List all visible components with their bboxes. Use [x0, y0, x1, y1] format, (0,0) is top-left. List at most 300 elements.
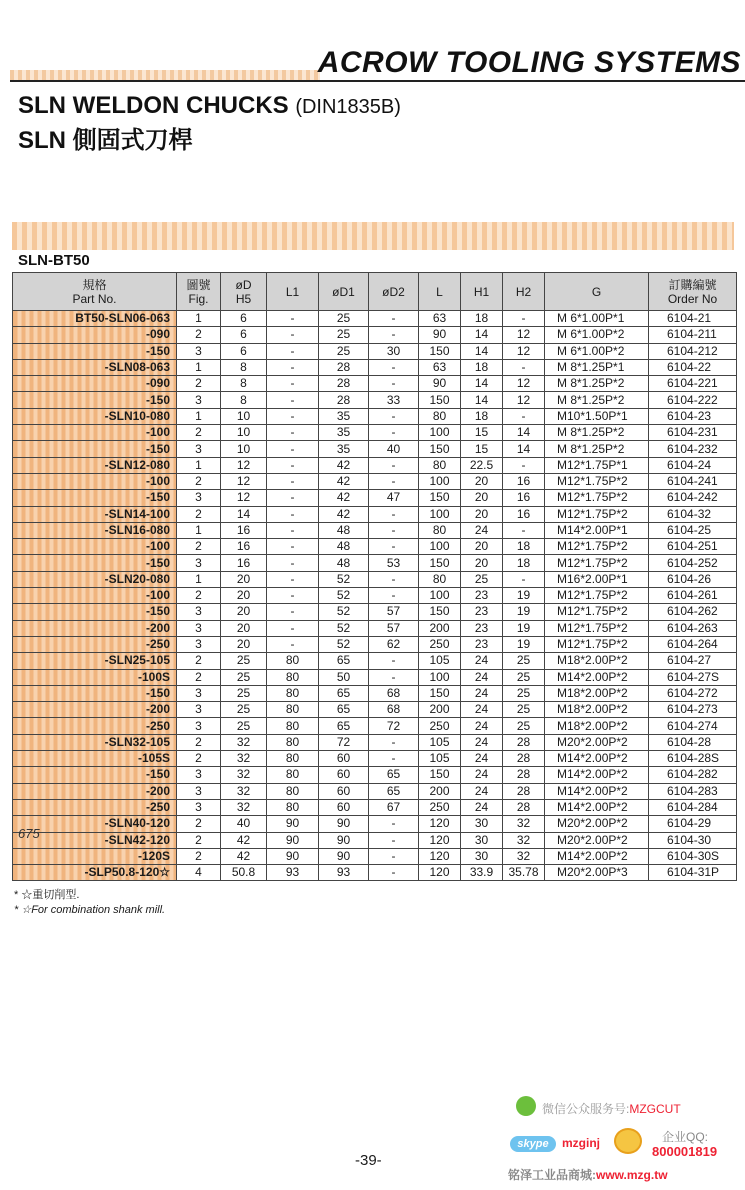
table-cell: M14*2.00P*2	[545, 767, 649, 783]
table-row	[13, 734, 737, 750]
table-cell: 24	[461, 522, 503, 538]
table-cell: 2	[177, 376, 221, 392]
table-cell: 150	[419, 343, 461, 359]
table-cell: 22.5	[461, 457, 503, 473]
table-cell: -	[267, 343, 319, 359]
table-cell: 14	[503, 425, 545, 441]
table-cell: -	[267, 490, 319, 506]
table-cell: 2	[177, 425, 221, 441]
table-cell: 18	[503, 539, 545, 555]
table-row	[13, 506, 737, 522]
table-cell: 67	[369, 799, 419, 815]
table-cell: -	[267, 359, 319, 375]
table-cell: 52	[319, 604, 369, 620]
shop-url[interactable]: www.mzg.tw	[596, 1168, 668, 1182]
column-header	[461, 273, 503, 311]
order-number-cell: 6104-24	[649, 457, 737, 473]
table-cell: -	[369, 506, 419, 522]
table-cell: 80	[267, 669, 319, 685]
table-cell: 100	[419, 425, 461, 441]
table-cell: 25	[461, 571, 503, 587]
table-cell: 150	[419, 441, 461, 457]
table-cell: 60	[319, 783, 369, 799]
table-cell: 100	[419, 473, 461, 489]
table-cell: -	[369, 832, 419, 848]
order-number-cell: 6104-28	[649, 734, 737, 750]
table-cell: M 6*1.00P*2	[545, 327, 649, 343]
table-cell: M18*2.00P*2	[545, 685, 649, 701]
order-number-cell: 6104-264	[649, 636, 737, 652]
table-cell: 80	[419, 457, 461, 473]
order-number-cell: 6104-28S	[649, 751, 737, 767]
skype-id: mzginj	[562, 1136, 600, 1150]
table-cell: 20	[461, 506, 503, 522]
order-number-cell: 6104-263	[649, 620, 737, 636]
table-cell: 48	[319, 539, 369, 555]
order-number-cell: 6104-31P	[649, 865, 737, 881]
table-cell: 20	[461, 490, 503, 506]
table-cell: 25	[319, 327, 369, 343]
table-cell: 25	[221, 702, 267, 718]
table-cell: 80	[267, 718, 319, 734]
table-cell: 93	[319, 865, 369, 881]
table-cell: -	[267, 473, 319, 489]
table-cell: 2	[177, 734, 221, 750]
table-cell: 33.9	[461, 865, 503, 881]
table-cell: M14*2.00P*2	[545, 783, 649, 799]
table-cell: -	[369, 653, 419, 669]
table-cell: M12*1.75P*2	[545, 473, 649, 489]
table-cell: 20	[461, 539, 503, 555]
table-row	[13, 653, 737, 669]
table-row	[13, 327, 737, 343]
column-header	[649, 273, 737, 311]
table-cell: 80	[267, 767, 319, 783]
table-cell: 25	[221, 653, 267, 669]
table-cell: -	[267, 425, 319, 441]
part-number-cell: -SLN25-105	[13, 653, 177, 669]
part-number-cell: -SLP50.8-120☆	[13, 865, 177, 881]
table-cell: 200	[419, 783, 461, 799]
table-cell: 2	[177, 832, 221, 848]
table-cell: 32	[503, 832, 545, 848]
table-cell: 24	[461, 767, 503, 783]
table-cell: 120	[419, 865, 461, 881]
table-cell: 100	[419, 506, 461, 522]
table-cell: 16	[221, 522, 267, 538]
table-cell: 32	[221, 751, 267, 767]
table-cell: 23	[461, 604, 503, 620]
column-header	[503, 273, 545, 311]
table-cell: -	[369, 327, 419, 343]
table-cell: 20	[221, 604, 267, 620]
column-header-line: 規格	[82, 277, 107, 292]
table-cell: M12*1.75P*1	[545, 457, 649, 473]
table-cell: 68	[369, 685, 419, 701]
order-number-cell: 6104-27S	[649, 669, 737, 685]
table-cell: -	[267, 311, 319, 327]
table-cell: 80	[267, 783, 319, 799]
table-cell: -	[369, 539, 419, 555]
table-cell: 3	[177, 702, 221, 718]
table-cell: 35.78	[503, 865, 545, 881]
table-cell: -	[267, 636, 319, 652]
order-number-cell: 6104-212	[649, 343, 737, 359]
part-number-cell: -SLN12-080	[13, 457, 177, 473]
table-row	[13, 571, 737, 587]
table-cell: 32	[503, 816, 545, 832]
table-cell: M 6*1.00P*2	[545, 343, 649, 359]
table-cell: M20*2.00P*2	[545, 816, 649, 832]
table-cell: 150	[419, 392, 461, 408]
order-number-cell: 6104-251	[649, 539, 737, 555]
table-cell: 120	[419, 832, 461, 848]
table-cell: 90	[267, 816, 319, 832]
order-number-cell: 6104-272	[649, 685, 737, 701]
table-cell: 60	[319, 799, 369, 815]
table-cell: 24	[461, 685, 503, 701]
table-row	[13, 376, 737, 392]
table-cell: 250	[419, 799, 461, 815]
table-cell: 57	[369, 620, 419, 636]
wechat-id: MZGCUT	[629, 1102, 681, 1116]
table-row	[13, 783, 737, 799]
table-row	[13, 767, 737, 783]
table-cell: 8	[221, 376, 267, 392]
table-cell: 60	[319, 767, 369, 783]
table-cell: 3	[177, 718, 221, 734]
part-number-cell: -100	[13, 425, 177, 441]
table-cell: -	[503, 571, 545, 587]
table-cell: 2	[177, 473, 221, 489]
column-header-line: L1	[285, 284, 300, 299]
table-cell: 19	[503, 604, 545, 620]
table-cell: -	[369, 588, 419, 604]
table-cell: 65	[369, 783, 419, 799]
order-number-cell: 6104-29	[649, 816, 737, 832]
table-cell: -	[267, 408, 319, 424]
table-cell: M12*1.75P*2	[545, 490, 649, 506]
table-cell: 80	[419, 571, 461, 587]
table-cell: 60	[319, 751, 369, 767]
page-number: -39-	[355, 1152, 382, 1169]
table-cell: 80	[419, 408, 461, 424]
table-cell: 100	[419, 588, 461, 604]
table-cell: 100	[419, 669, 461, 685]
order-number-cell: 6104-232	[649, 441, 737, 457]
wechat-label: 微信公众服务号:	[542, 1102, 630, 1116]
section-label: SLN-BT50	[18, 252, 90, 269]
table-cell: M12*1.75P*2	[545, 539, 649, 555]
part-number-cell: -200	[13, 620, 177, 636]
table-cell: 120	[419, 848, 461, 864]
table-cell: 24	[461, 799, 503, 815]
note-cn: * ☆重切削型.	[14, 889, 80, 901]
table-cell: -	[267, 571, 319, 587]
table-cell: 105	[419, 751, 461, 767]
table-cell: 3	[177, 620, 221, 636]
table-cell: 2	[177, 539, 221, 555]
table-cell: 24	[461, 751, 503, 767]
table-cell: 16	[503, 473, 545, 489]
table-cell: -	[503, 311, 545, 327]
table-cell: -	[503, 457, 545, 473]
table-cell: 15	[461, 425, 503, 441]
table-row	[13, 522, 737, 538]
table-cell: 3	[177, 392, 221, 408]
column-header	[369, 273, 419, 311]
table-cell: 30	[369, 343, 419, 359]
table-row	[13, 604, 737, 620]
table-cell: M12*1.75P*2	[545, 506, 649, 522]
table-cell: 52	[319, 636, 369, 652]
table-header	[13, 273, 737, 311]
table-cell: 62	[369, 636, 419, 652]
order-number-cell: 6104-27	[649, 653, 737, 669]
table-cell: 28	[503, 767, 545, 783]
part-number-cell: -SLN14-100	[13, 506, 177, 522]
table-row	[13, 555, 737, 571]
order-number-cell: 6104-242	[649, 490, 737, 506]
table-cell: 3	[177, 636, 221, 652]
table-row	[13, 425, 737, 441]
table-cell: -	[369, 522, 419, 538]
table-cell: 14	[461, 392, 503, 408]
table-cell: 2	[177, 506, 221, 522]
column-header	[267, 273, 319, 311]
table-cell: 14	[221, 506, 267, 522]
table-cell: 65	[319, 702, 369, 718]
part-number-cell: -SLN20-080	[13, 571, 177, 587]
table-cell: 28	[503, 751, 545, 767]
table-cell: -	[369, 473, 419, 489]
part-number-cell: -150	[13, 490, 177, 506]
table-cell: 6	[221, 327, 267, 343]
column-header	[13, 273, 177, 311]
table-cell: 200	[419, 620, 461, 636]
table-cell: 57	[369, 604, 419, 620]
order-number-cell: 6104-221	[649, 376, 737, 392]
table-row	[13, 848, 737, 864]
table-cell: M 8*1.25P*1	[545, 359, 649, 375]
table-cell: -	[267, 506, 319, 522]
table-cell: -	[267, 376, 319, 392]
table-cell: -	[369, 734, 419, 750]
table-cell: M 8*1.25P*2	[545, 392, 649, 408]
part-number-cell: -100	[13, 539, 177, 555]
table-cell: 25	[221, 669, 267, 685]
table-cell: 68	[369, 702, 419, 718]
table-cell: 12	[221, 490, 267, 506]
table-cell: 20	[221, 620, 267, 636]
table-cell: 3	[177, 604, 221, 620]
table-cell: 16	[221, 539, 267, 555]
table-cell: 10	[221, 408, 267, 424]
table-cell: 100	[419, 539, 461, 555]
order-number-cell: 6104-211	[649, 327, 737, 343]
table-cell: 1	[177, 359, 221, 375]
table-cell: -	[369, 816, 419, 832]
table-cell: 105	[419, 734, 461, 750]
part-number-cell: -150	[13, 604, 177, 620]
part-number-cell: -090	[13, 376, 177, 392]
shop-info	[508, 1166, 668, 1183]
column-header	[545, 273, 649, 311]
order-number-cell: 6104-25	[649, 522, 737, 538]
table-cell: M20*2.00P*2	[545, 734, 649, 750]
table-row	[13, 685, 737, 701]
table-cell: 2	[177, 816, 221, 832]
table-row	[13, 343, 737, 359]
part-number-cell: -250	[13, 718, 177, 734]
table-cell: 30	[461, 848, 503, 864]
table-cell: M20*2.00P*3	[545, 865, 649, 881]
table-cell: 28	[503, 799, 545, 815]
table-row	[13, 408, 737, 424]
table-cell: 90	[319, 832, 369, 848]
table-cell: 3	[177, 441, 221, 457]
page-title-cn: SLN 側固式刀桿	[18, 127, 193, 154]
table-cell: -	[503, 522, 545, 538]
table-cell: 3	[177, 799, 221, 815]
table-cell: 18	[461, 311, 503, 327]
table-cell: -	[369, 425, 419, 441]
table-cell: 6	[221, 343, 267, 359]
table-cell: 90	[419, 327, 461, 343]
table-cell: 16	[221, 555, 267, 571]
table-cell: -	[267, 620, 319, 636]
table-cell: -	[267, 555, 319, 571]
table-cell: 52	[319, 588, 369, 604]
column-header	[319, 273, 369, 311]
table-cell: 80	[419, 522, 461, 538]
table-cell: 28	[503, 734, 545, 750]
table-cell: -	[369, 865, 419, 881]
table-cell: 15	[461, 441, 503, 457]
table-cell: 65	[319, 718, 369, 734]
table-cell: 25	[503, 702, 545, 718]
table-cell: M12*1.75P*2	[545, 604, 649, 620]
order-number-cell: 6104-26	[649, 571, 737, 587]
table-cell: 48	[319, 555, 369, 571]
table-cell: 80	[267, 799, 319, 815]
table-cell: 150	[419, 555, 461, 571]
table-cell: 24	[461, 783, 503, 799]
table-row	[13, 392, 737, 408]
table-cell: M12*1.75P*2	[545, 555, 649, 571]
skype-icon: skype	[510, 1136, 556, 1152]
column-header-line: L	[436, 284, 443, 299]
column-header-line: H2	[515, 284, 532, 299]
table-cell: 24	[461, 718, 503, 734]
table-cell: 12	[503, 392, 545, 408]
table-cell: 65	[369, 767, 419, 783]
part-number-cell: -100	[13, 473, 177, 489]
table-cell: 32	[221, 783, 267, 799]
title-main: SLN WELDON CHUCKS	[18, 92, 289, 119]
table-cell: -	[369, 751, 419, 767]
order-number-cell: 6104-284	[649, 799, 737, 815]
section-decor-band	[12, 222, 734, 250]
table-row	[13, 669, 737, 685]
note-en: * ☆For combination shank mill.	[14, 904, 166, 916]
table-cell: 23	[461, 588, 503, 604]
table-cell: 1	[177, 457, 221, 473]
part-number-cell: -SLN10-080	[13, 408, 177, 424]
table-cell: 3	[177, 685, 221, 701]
table-cell: 20	[221, 636, 267, 652]
table-cell: -	[369, 571, 419, 587]
table-cell: 200	[419, 702, 461, 718]
table-cell: 1	[177, 522, 221, 538]
table-cell: 40	[221, 816, 267, 832]
table-cell: 14	[461, 376, 503, 392]
column-header-line: Fig.	[188, 291, 209, 306]
table-cell: 10	[221, 425, 267, 441]
table-cell: M14*2.00P*2	[545, 751, 649, 767]
table-cell: 250	[419, 718, 461, 734]
table-cell: 10	[221, 441, 267, 457]
order-number-cell: 6104-32	[649, 506, 737, 522]
table-cell: 3	[177, 783, 221, 799]
column-header-line: øD	[235, 277, 252, 292]
part-number-cell: -090	[13, 327, 177, 343]
title-standard: (DIN1835B)	[295, 96, 401, 118]
table-row	[13, 702, 737, 718]
table-cell: 3	[177, 343, 221, 359]
table-cell: 52	[319, 620, 369, 636]
order-number-cell: 6104-241	[649, 473, 737, 489]
table-cell: 25	[503, 669, 545, 685]
table-cell: 80	[267, 702, 319, 718]
table-cell: 52	[319, 571, 369, 587]
table-cell: 35	[319, 425, 369, 441]
order-number-cell: 6104-252	[649, 555, 737, 571]
wechat-info	[542, 1100, 681, 1117]
table-cell: 80	[267, 685, 319, 701]
table-cell: 42	[319, 506, 369, 522]
table-cell: 90	[319, 816, 369, 832]
part-number-cell: -SLN40-120	[13, 816, 177, 832]
table-cell: 53	[369, 555, 419, 571]
table-cell: 19	[503, 620, 545, 636]
part-number-cell: -120S	[13, 848, 177, 864]
table-cell: -	[267, 522, 319, 538]
table-cell: 24	[461, 702, 503, 718]
column-header-line: Part No.	[72, 291, 117, 306]
table-cell: 24	[461, 653, 503, 669]
table-cell: 25	[503, 685, 545, 701]
table-cell: M 8*1.25P*2	[545, 425, 649, 441]
table-cell: 8	[221, 359, 267, 375]
table-cell: 42	[319, 490, 369, 506]
page-title	[18, 92, 401, 120]
table-cell: 93	[267, 865, 319, 881]
column-header-line: øD2	[382, 284, 405, 299]
table-cell: 18	[461, 359, 503, 375]
table-cell: M14*2.00P*1	[545, 522, 649, 538]
table-cell: 42	[221, 848, 267, 864]
table-body	[13, 311, 737, 881]
order-number-cell: 6104-282	[649, 767, 737, 783]
table-cell: 16	[503, 506, 545, 522]
column-header-line: Order No	[667, 291, 718, 306]
table-cell: 63	[419, 311, 461, 327]
table-cell: 40	[369, 441, 419, 457]
table-cell: 80	[267, 734, 319, 750]
table-cell: M18*2.00P*2	[545, 653, 649, 669]
table-cell: -	[267, 392, 319, 408]
